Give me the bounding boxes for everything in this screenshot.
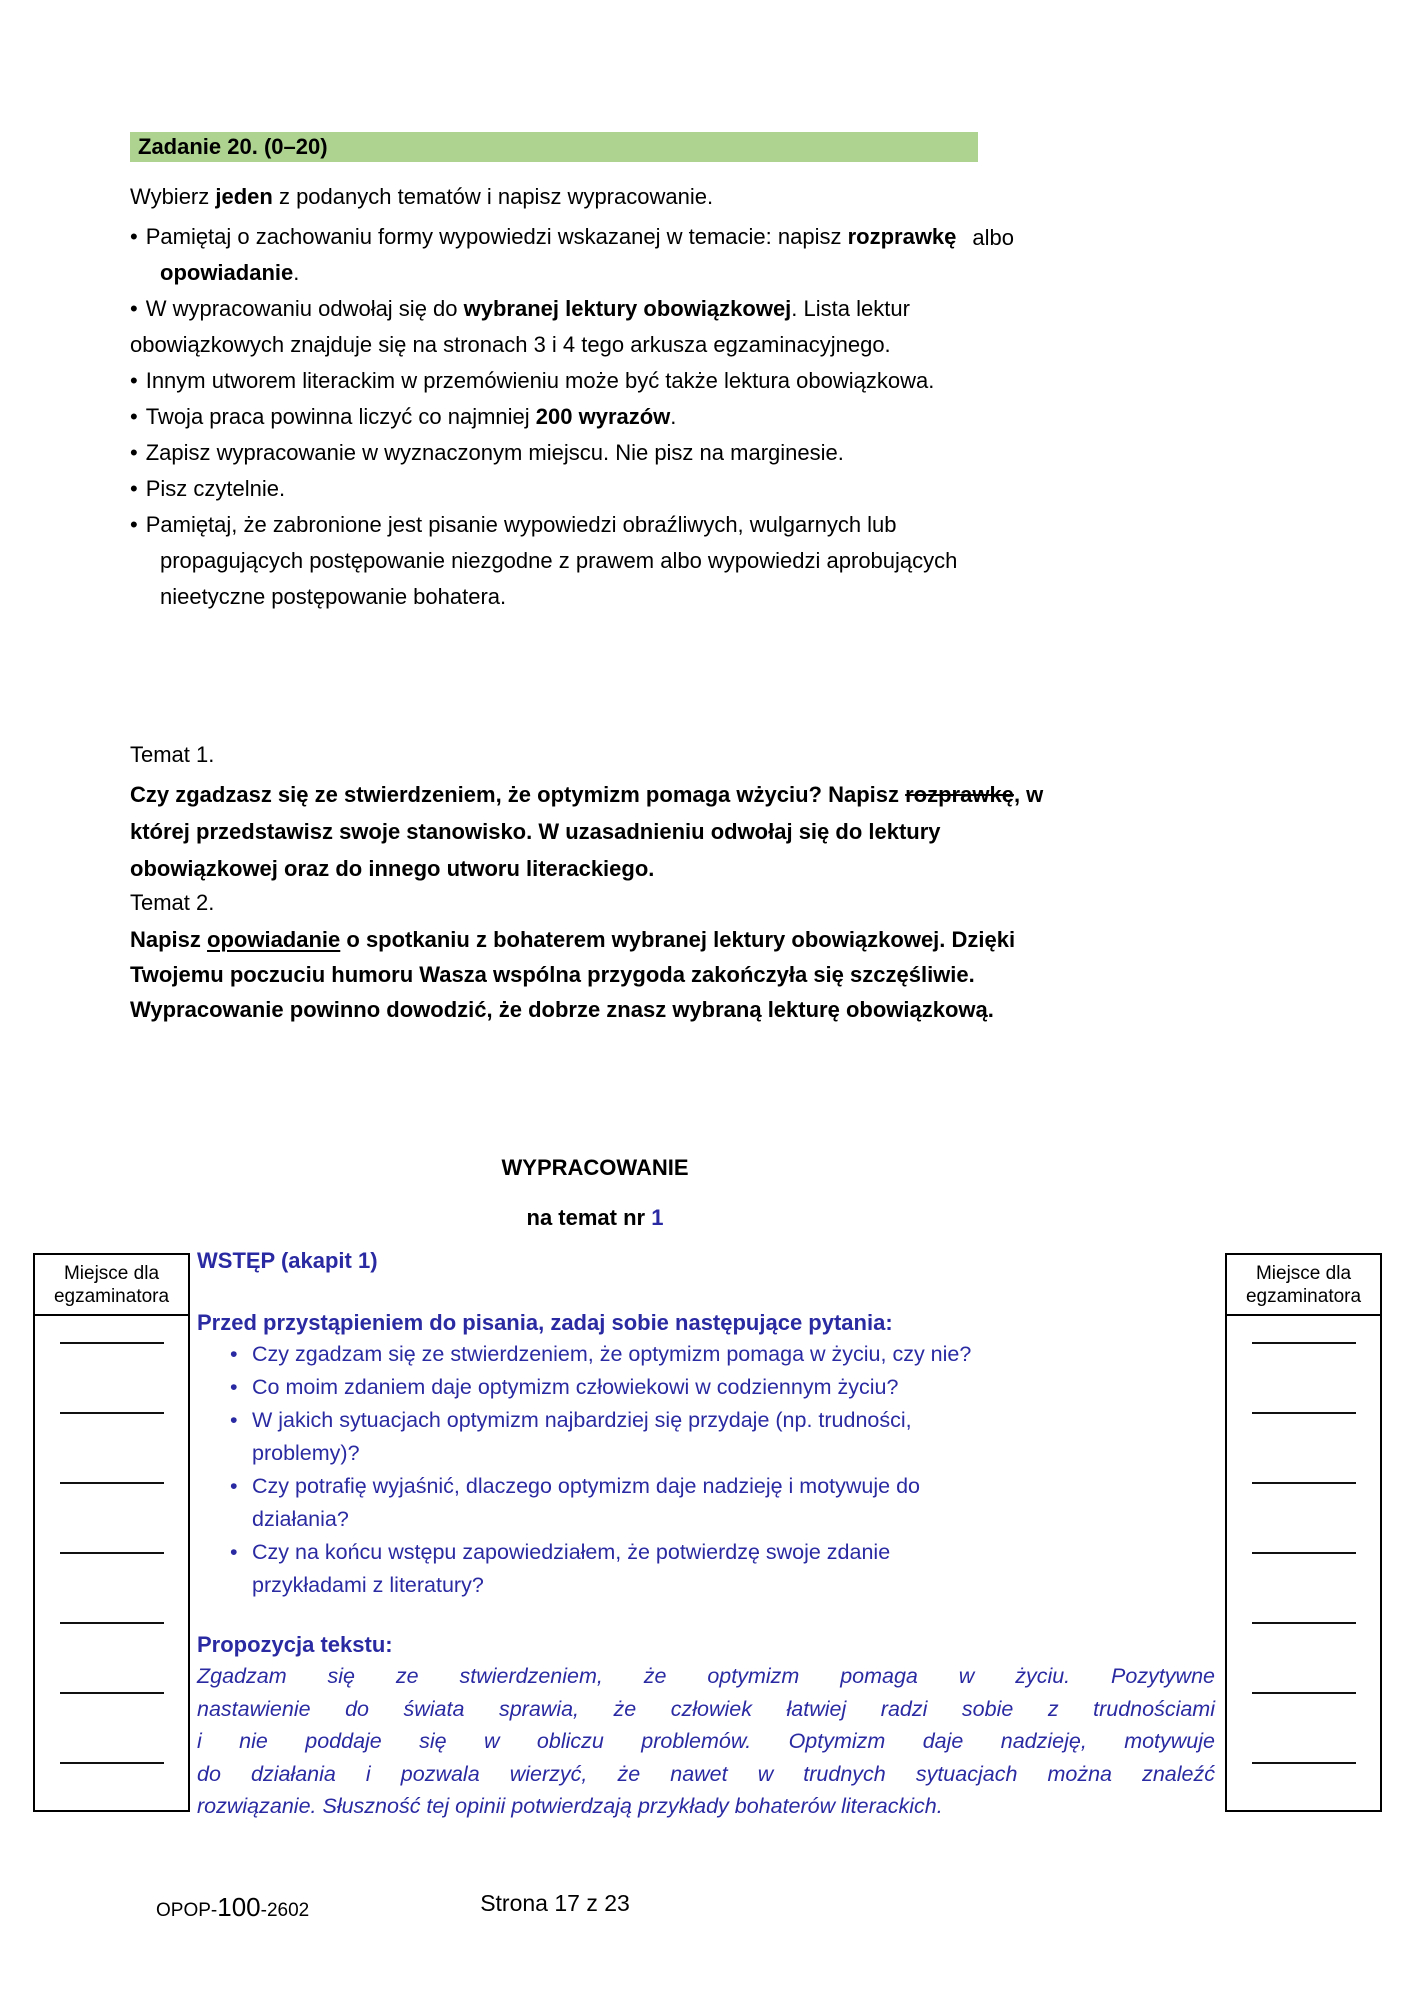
exam-code-segment: -2602 <box>260 1900 310 1921</box>
guiding-question-wrap: działania? <box>252 1507 349 1531</box>
topic1-text <box>130 776 1043 887</box>
topic1-line: której przedstawisz swoje stanowisko. W uzasadnieniu odwołaj się do lektury <box>130 819 941 844</box>
instruction-text: albo <box>972 225 1014 250</box>
bullet-marker: • <box>130 476 138 501</box>
essay-subtitle <box>130 1205 1060 1231</box>
proposal-line: Zgadzam się ze stwierdzeniem, że optymizm pomaga w życiu. Pozytywne <box>197 1664 1215 1688</box>
topic1-struck-word: rozprawkę <box>905 782 1014 807</box>
guiding-question: • Co moim zdaniem daje optymizm człowiekowi w codziennym życiu? <box>197 1371 1215 1404</box>
examiner-blank-line <box>60 1482 164 1484</box>
instruction-text: Twoja praca powinna liczyć co najmniej <box>145 404 536 429</box>
examiner-blank-line <box>1252 1692 1356 1694</box>
instruction-wrap-line <box>130 255 1130 291</box>
intro-bold: jeden <box>215 184 273 209</box>
proposal-line: i nie poddaje się w obliczu problemów. Optymizm daje nadzieję, motywuje <box>197 1729 1215 1753</box>
topic2-underlined-word: opowiadanie <box>207 927 341 952</box>
instruction-bold: 200 wyrazów <box>535 404 671 429</box>
topic2-line: Wypracowanie powinno dowodzić, że dobrze znasz wybraną lekturę obowiązkową. <box>130 997 994 1022</box>
examiner-blank-line <box>60 1692 164 1694</box>
intro-text: Wybierz <box>130 184 216 209</box>
task-header-bar <box>130 132 978 162</box>
topic2-text <box>130 922 1015 1027</box>
topic2-line: Twojemu poczuciu humoru Wasza wspólna przygoda zakończyła się szczęśliwie. <box>130 962 975 987</box>
instruction-wrap-line: propagujących postępowanie niezgodne z prawem albo wypowiedzi aprobujących <box>160 548 958 573</box>
guiding-question: • W jakich sytuacjach optymizm najbardziej się przydaje (np. trudności, <box>197 1404 1215 1437</box>
topic2-line <box>130 922 1015 957</box>
guiding-question: • Czy zgadzam się ze stwierdzeniem, że optymizm pomaga w życiu, czy nie? <box>197 1338 1215 1371</box>
proposal-line-last: rozwiązanie. Słuszność tej opinii potwierdzają przykłady bohaterów literackich. <box>197 1794 943 1818</box>
intro-text-end: z podanych tematów i napisz wypracowanie. <box>272 184 714 209</box>
bullet-marker: • <box>130 224 138 249</box>
essay-subtitle-text: na temat nr <box>526 1205 652 1230</box>
exam-code-segment: OPOP- <box>156 1900 218 1921</box>
topic1-label: Temat 1. <box>130 742 215 767</box>
instruction-item <box>130 435 1130 471</box>
examiner-box-header-line: Miejsce dla <box>1255 1263 1352 1284</box>
examiner-blank-line <box>1252 1762 1356 1764</box>
examiner-box-header-line: egzaminatora <box>1245 1286 1362 1307</box>
instruction-text: Pisz czytelnie. <box>145 476 286 501</box>
bullet-marker: • <box>130 296 138 321</box>
bullet-marker: • <box>130 512 138 537</box>
examiner-blank-line <box>60 1622 164 1624</box>
examiner-box-right <box>1225 1253 1382 1812</box>
guiding-question-wrap: przykładami z literatury? <box>252 1573 484 1597</box>
instruction-item <box>130 471 1130 507</box>
instruction-item <box>130 399 1130 435</box>
examiner-blank-line <box>60 1552 164 1554</box>
task-header-label: Zadanie 20. (0–20) <box>138 134 328 159</box>
task-intro <box>130 184 713 210</box>
bullet-marker: • <box>130 368 138 393</box>
topic2-segment: o spotkaniu z bohaterem wybranej lektury obowiązkowej. Dzięki <box>340 927 1016 952</box>
bullet-marker: • <box>130 440 138 465</box>
guiding-question-wrap: problemy)? <box>252 1441 360 1465</box>
topic2-label: Temat 2. <box>130 890 215 915</box>
topic1-line <box>130 776 1043 813</box>
proposal-line: do działania i pozwala wierzyć, że nawet w trudnych sytuacjach można znaleźć <box>197 1761 1215 1786</box>
topic2-segment: Napisz <box>130 927 208 952</box>
instruction-wrap-line: obowiązkowych znajduje się na stronach 3 i 4 tego arkusza egzaminacyjnego. <box>130 332 891 357</box>
instruction-text: Zapisz wypracowanie w wyznaczonym miejscu. Nie pisz na marginesie. <box>145 440 844 465</box>
essay-topic-number: 1 <box>651 1205 664 1230</box>
examiner-blank-line <box>60 1412 164 1414</box>
guiding-question: • Czy na końcu wstępu zapowiedziałem, że potwierdzę swoje zdanie <box>197 1536 1215 1569</box>
examiner-box-header <box>35 1255 188 1316</box>
examiner-blank-line <box>60 1342 164 1344</box>
instruction-bold: wybranej lektury obowiązkowej <box>463 296 792 321</box>
instruction-bold: opowiadanie <box>160 260 294 285</box>
instruction-wrap-line: nieetyczne postępowanie bohatera. <box>160 584 507 609</box>
guiding-questions-list <box>197 1338 1215 1602</box>
instruction-text: . Lista lektur <box>791 296 910 321</box>
task-instructions-list <box>130 219 1130 615</box>
instruction-item <box>130 363 1130 399</box>
instruction-item <box>130 219 1130 255</box>
examiner-blank-line <box>1252 1342 1356 1344</box>
instruction-text: . <box>293 260 300 285</box>
essay-title: WYPRACOWANIE <box>501 1155 689 1180</box>
instruction-text: Innym utworem literackim w przemówieniu może być także lektura obowiązkowa. <box>145 368 935 393</box>
examiner-blank-line <box>1252 1552 1356 1554</box>
questions-heading: Przed przystąpieniem do pisania, zadaj sobie następujące pytania: <box>197 1310 893 1335</box>
proposal-paragraph <box>197 1660 1215 1823</box>
instruction-text: W wypracowaniu odwołaj się do <box>145 296 464 321</box>
instruction-item <box>130 507 1130 543</box>
topic1-line: obowiązkowej oraz do innego utworu literackiego. <box>130 856 655 881</box>
examiner-box-header-line: egzaminatora <box>53 1286 170 1307</box>
proposal-line: nastawienie do świata sprawia, że człowiek łatwiej radzi sobie z trudnościami <box>197 1696 1215 1721</box>
examiner-blank-line <box>1252 1622 1356 1624</box>
examiner-blank-line <box>60 1762 164 1764</box>
examiner-box-header <box>1227 1255 1380 1316</box>
examiner-box-left <box>33 1253 190 1812</box>
examiner-box-header-line: Miejsce dla <box>63 1263 160 1284</box>
topic1-segment: , w <box>1013 782 1044 807</box>
instruction-text: . <box>670 404 677 429</box>
examiner-blank-line <box>1252 1412 1356 1414</box>
page-number: Strona 17 z 23 <box>480 1890 630 1916</box>
topic1-segment: Czy zgadzasz się ze stwierdzeniem, że optymizm pomaga wżyciu? Napisz <box>130 782 906 807</box>
instruction-text: Pamiętaj o zachowaniu formy wypowiedzi wskazanej w temacie: napisz <box>145 224 848 249</box>
instruction-item <box>130 291 1130 327</box>
instruction-bold: rozprawkę <box>847 224 957 249</box>
proposal-heading: Propozycja tekstu: <box>197 1632 393 1657</box>
examiner-blank-line <box>1252 1482 1356 1484</box>
bullet-marker: • <box>130 404 138 429</box>
intro-section-heading: WSTĘP (akapit 1) <box>197 1248 378 1273</box>
guiding-question: • Czy potrafię wyjaśnić, dlaczego optymizm daje nadzieję i motywuje do <box>197 1470 1215 1503</box>
instruction-text: Pamiętaj, że zabronione jest pisanie wypowiedzi obraźliwych, wulgarnych lub <box>145 512 897 537</box>
exam-code-segment: 100 <box>217 1892 261 1922</box>
